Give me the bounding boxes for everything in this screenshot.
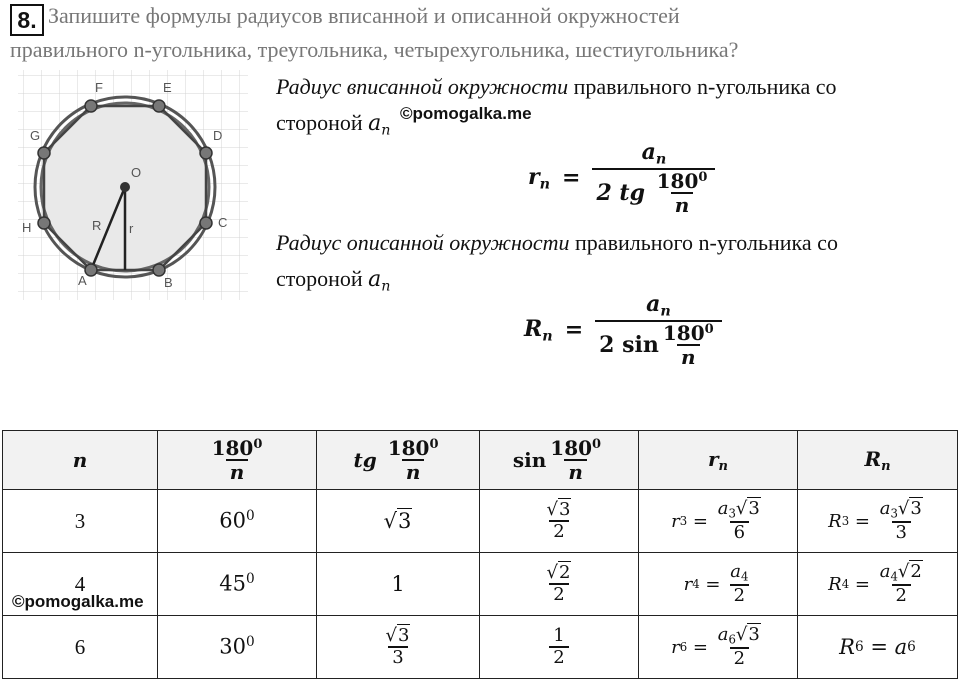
cell-angle: $30^0$ (158, 616, 317, 679)
header-tg: tg $\frac{180^0}{n}$ (317, 431, 480, 490)
label-R: R (92, 218, 102, 233)
center-point (120, 182, 130, 192)
watermark-bottom: ©pomogalka.me (12, 592, 144, 611)
cell-r: r 4 = $\frac{a_4}{2}$ (639, 553, 798, 616)
label-r: r (129, 221, 134, 236)
cell-n: 6 (3, 616, 158, 679)
cell-sin: $\frac{√3}{2}$ (480, 490, 639, 553)
table-row (3, 553, 958, 616)
header-n: n (3, 431, 158, 490)
cell-n: 3 (3, 490, 158, 553)
watermark-top: ©pomogalka.me (400, 104, 532, 123)
label-F: F (95, 80, 103, 95)
cell-r: r 3 = $\frac{a_3√3}{6}$ (639, 490, 798, 553)
label-B: B (164, 275, 173, 290)
cell-sin: $\frac{√2}{2}$ (480, 553, 639, 616)
cell-R: R 6 = a 6 (798, 616, 958, 679)
task-question-line1: Запишите формулы радиусов вписанной и описанной окружностей (48, 3, 680, 28)
table-row (3, 490, 958, 553)
task-question-line2: правильного n-угольника, треугольника, четырехугольника, шестиугольника? (10, 37, 739, 62)
cell-tg: 1 (317, 553, 480, 616)
label-A: A (78, 273, 87, 288)
inscribed-text-line1: Радиус вписанной окружности правильного n-угольника со (276, 74, 837, 99)
cell-angle: $60^0$ (158, 490, 317, 553)
cell-sin: $\frac{1}{2}$ (480, 616, 639, 679)
header-angle: $\frac{180^0}{n}$ (158, 431, 317, 490)
cell-R: R 4 = $\frac{a_4√2}{2}$ (798, 553, 958, 616)
circumscribed-text-line2: стороной $a_n$ (276, 266, 391, 295)
octagon-circle-diagram (18, 70, 248, 300)
cell-angle: $45^0$ (158, 553, 317, 616)
task-number: 8. (10, 4, 44, 36)
table-header-row (3, 431, 958, 490)
header-sin: sin $\frac{180^0}{n}$ (480, 431, 639, 490)
cell-R: R 3 = $\frac{a_3√3}{3}$ (798, 490, 958, 553)
header-R: $R_n$ (798, 431, 958, 490)
circumscribed-text-line1: Радиус описанной окружности правильного n-угольника со (276, 230, 838, 255)
label-H: H (22, 220, 32, 235)
cell-n: 4 (3, 553, 158, 616)
label-O: O (131, 165, 142, 180)
cell-tg: $\frac{√3}{3}$ (317, 616, 480, 679)
radius-table (2, 430, 958, 679)
table-row (3, 616, 958, 679)
header-r: $r_n$ (639, 431, 798, 490)
cell-r: r 6 = $\frac{a_6√3}{2}$ (639, 616, 798, 679)
label-G: G (30, 128, 41, 143)
cell-tg: √3 (317, 490, 480, 553)
label-E: E (163, 80, 172, 95)
inscribed-text-line2: стороной $a_n$ (276, 110, 391, 139)
label-D: D (213, 128, 223, 143)
inscribed-radius-formula: $r_n$ = $a_n$ 2 tg $\frac{180^0}{n}$ (528, 140, 715, 216)
label-C: C (218, 215, 228, 230)
circumscribed-radius-formula: $R_n$ = $a_n$ 2 sin $\frac{180^0}{n}$ (524, 292, 722, 368)
